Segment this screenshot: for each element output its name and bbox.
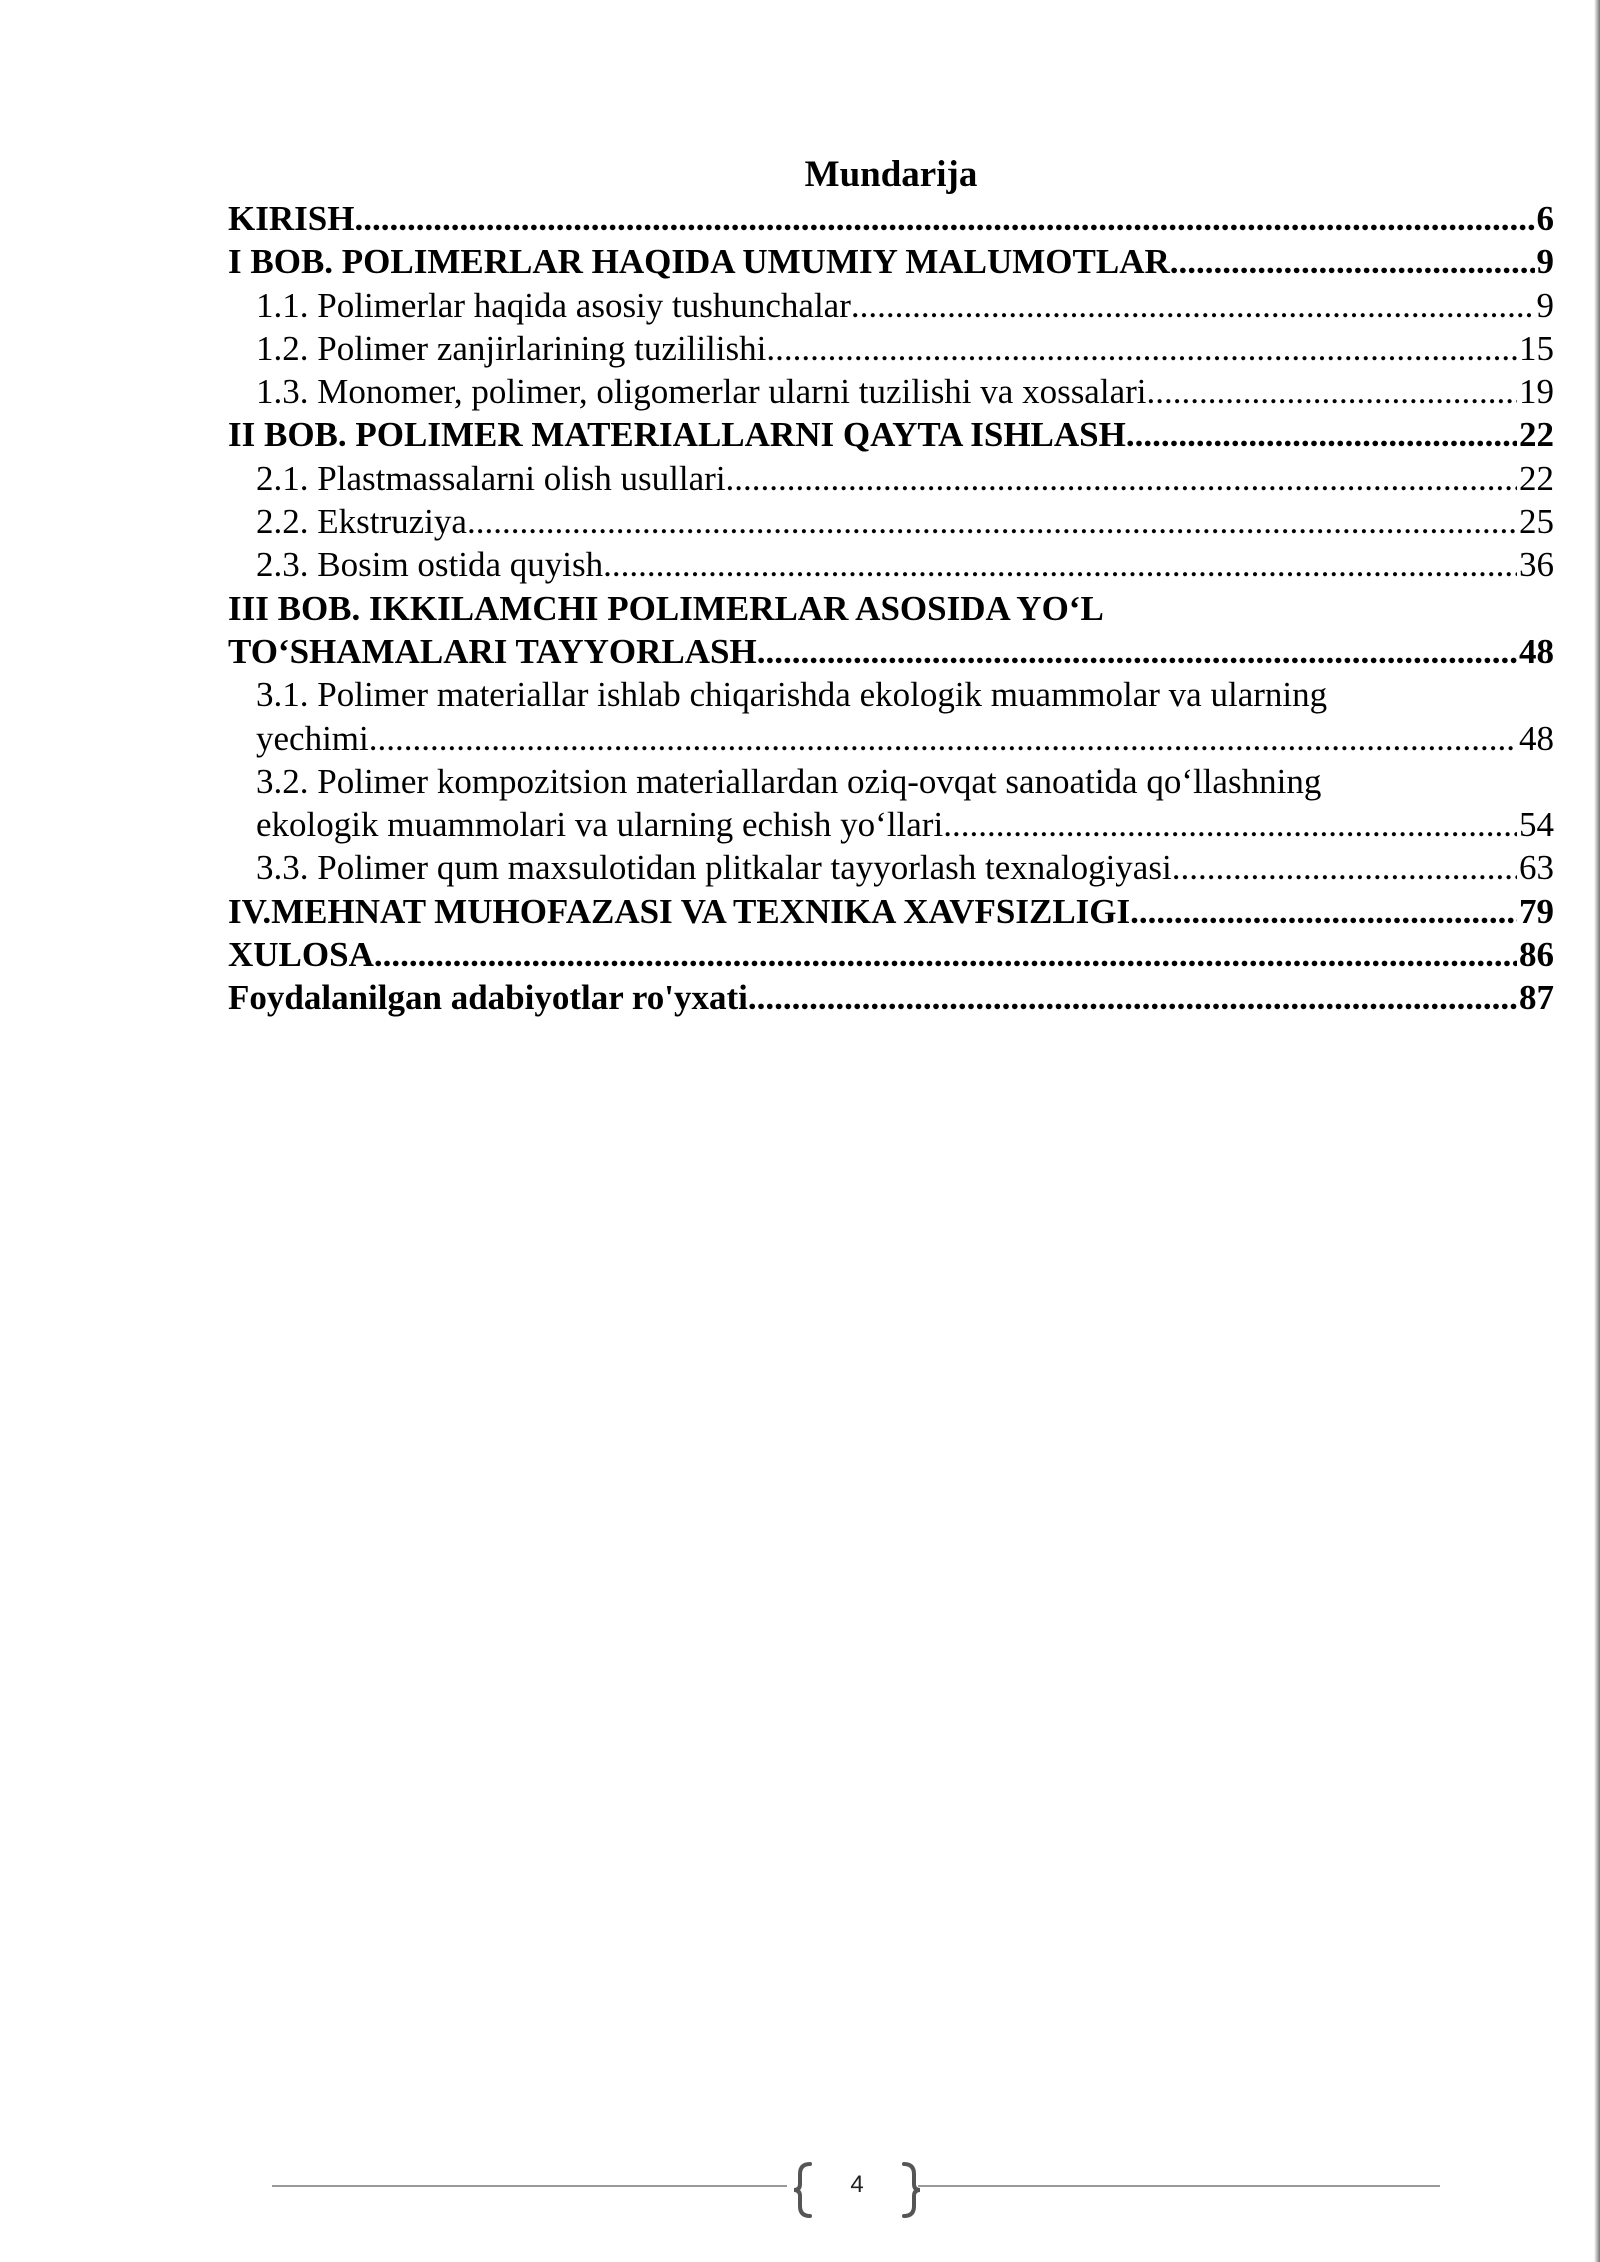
- toc-entry-text: 3.2. Polimer kompozitsion materiallardan oziq-ovqat sanoatida qo‘llashning: [256, 761, 1322, 801]
- table-of-contents: [228, 197, 1554, 1020]
- toc-dot-leader: [851, 284, 1535, 327]
- toc-page-number: 87: [1519, 978, 1554, 1018]
- toc-page-number: 48: [1519, 718, 1554, 758]
- toc-entry-text: II BOB. POLIMER MATERIALLARNI QAYTA ISHLASH: [228, 415, 1126, 455]
- page-footer: [0, 2160, 1600, 2230]
- page-edge-shadow: [1594, 0, 1600, 2262]
- toc-entry-text: yechimi: [256, 718, 369, 758]
- footer-bracket-right-icon: [896, 2160, 926, 2220]
- toc-chapter-entry: [228, 933, 1554, 976]
- toc-page-number: 79: [1519, 891, 1554, 931]
- toc-section-entry: [228, 673, 1554, 760]
- toc-page-number: 63: [1519, 848, 1554, 888]
- toc-section-entry: [228, 500, 1554, 543]
- toc-dot-leader: [766, 327, 1517, 370]
- toc-entry-text: 2.3. Bosim ostida quyish: [256, 545, 604, 585]
- toc-dot-leader: [603, 543, 1517, 586]
- toc-page-number: 19: [1519, 372, 1554, 412]
- toc-page-number: 54: [1519, 805, 1554, 845]
- toc-entry-text: 3.1. Polimer materiallar ishlab chiqarishda ekologik muammolar va ularning: [256, 675, 1328, 715]
- toc-entry-text: KIRISH: [228, 199, 355, 238]
- toc-section-entry: [228, 370, 1554, 413]
- toc-dot-leader: [748, 976, 1517, 1019]
- toc-entry-text: XULOSA: [228, 935, 374, 975]
- toc-dot-leader: [726, 457, 1517, 500]
- toc-entry-text: 1.2. Polimer zanjirlarining tuzililishi: [256, 328, 767, 368]
- page-number: 4: [850, 2171, 864, 2198]
- toc-section-entry: [228, 284, 1554, 327]
- toc-page-number: 22: [1519, 458, 1554, 498]
- toc-entry-text: 2.1. Plastmassalarni olish usullari: [256, 458, 726, 498]
- toc-section-entry: [228, 846, 1554, 889]
- toc-entry-text: IV.MEHNAT MUHOFAZASI VA TEXNIKA XAVFSIZLIGI: [228, 891, 1131, 931]
- footer-rule-right: [918, 2185, 1440, 2187]
- toc-section-entry: [228, 457, 1554, 500]
- toc-page-number: 6: [1536, 199, 1554, 238]
- toc-entry-text: ekologik muammolari va ularning echish yo‘llari: [256, 805, 944, 845]
- toc-dot-leader: [374, 933, 1517, 976]
- toc-page-number: 9: [1536, 285, 1554, 325]
- toc-page-number: 36: [1519, 545, 1554, 585]
- toc-title: Mundarija: [804, 154, 978, 195]
- toc-page-number: 86: [1519, 935, 1554, 975]
- toc-section-entry: [228, 760, 1554, 847]
- toc-chapter-entry: [228, 890, 1554, 933]
- toc-chapter-entry: [228, 240, 1554, 283]
- toc-entry-text: Foydalanilgan adabiyotlar ro'yxati: [228, 978, 748, 1018]
- toc-page-number: 15: [1519, 328, 1554, 368]
- toc-page-number: 9: [1536, 242, 1554, 282]
- toc-page-number: 25: [1519, 502, 1554, 542]
- toc-page-number: 48: [1519, 631, 1554, 671]
- toc-chapter-entry: [228, 587, 1554, 674]
- toc-dot-leader: [1172, 846, 1517, 889]
- toc-entry-text: TO‘SHAMALARI TAYYORLASH: [228, 631, 757, 671]
- toc-entry-text: I BOB. POLIMERLAR HAQIDA UMUMIY MALUMOTLAR: [228, 242, 1170, 282]
- toc-entry-text: III BOB. IKKILAMCHI POLIMERLAR ASOSIDA YO‘L: [228, 588, 1104, 628]
- toc-dot-leader: [1126, 413, 1517, 456]
- toc-dot-leader: [757, 630, 1517, 673]
- toc-dot-leader: [1170, 240, 1535, 283]
- toc-section-entry: [228, 327, 1554, 370]
- toc-page-number: 22: [1519, 415, 1554, 455]
- toc-chapter-entry: [228, 413, 1554, 456]
- toc-chapter-entry: [228, 197, 1554, 240]
- toc-entry-text: 3.3. Polimer qum maxsulotidan plitkalar tayyorlash texnalogiyasi: [256, 848, 1172, 888]
- toc-section-entry: [228, 543, 1554, 586]
- toc-dot-leader: [943, 803, 1517, 846]
- footer-bracket-left-icon: [788, 2160, 818, 2220]
- toc-dot-leader: [1146, 370, 1517, 413]
- toc-entry-text: 1.1. Polimerlar haqida asosiy tushunchalar: [256, 285, 851, 325]
- toc-chapter-entry: [228, 976, 1554, 1019]
- toc-entry-text: 2.2. Ekstruziya: [256, 502, 467, 542]
- toc-dot-leader: [354, 197, 1534, 240]
- toc-dot-leader: [1130, 890, 1517, 933]
- footer-rule-left: [272, 2185, 787, 2187]
- toc-entry-text: 1.3. Monomer, polimer, oligomerlar ularni tuzilishi va xossalari: [256, 372, 1147, 412]
- toc-dot-leader: [369, 717, 1517, 760]
- toc-dot-leader: [467, 500, 1517, 543]
